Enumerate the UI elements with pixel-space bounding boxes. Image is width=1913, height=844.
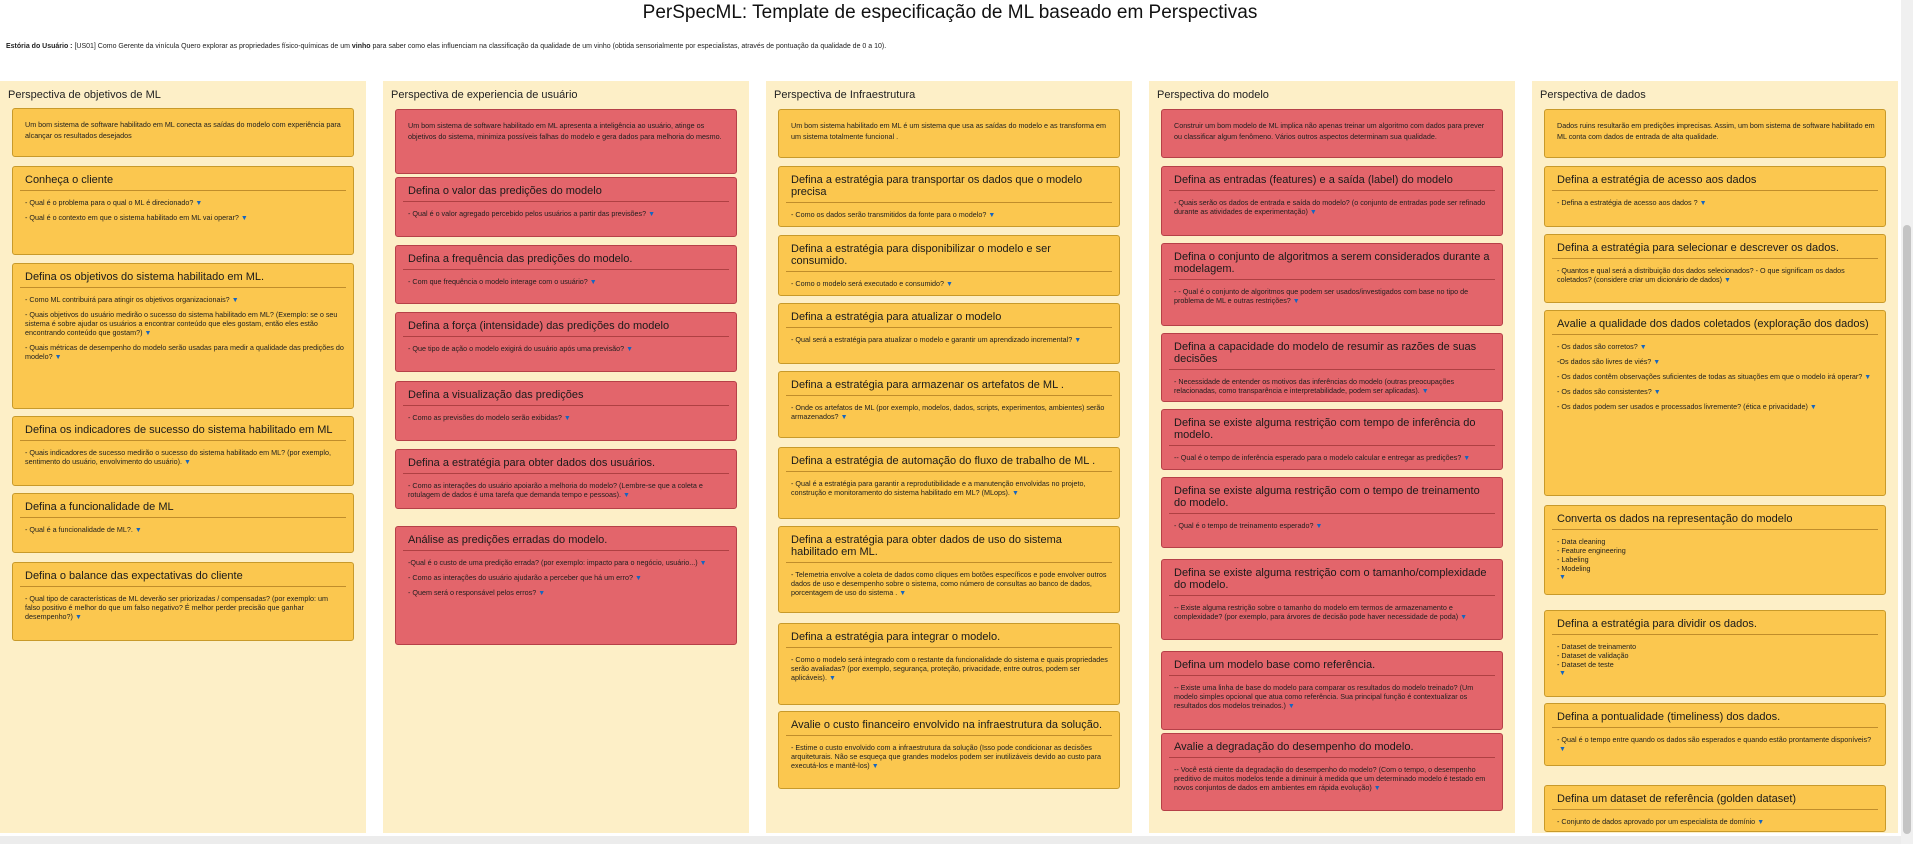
question-text: - Qual é o tempo entre quando os dados são esperados e quando estão prontamente disponíveis? [1557,735,1872,744]
card-title: Defina se existe alguma restrição com o tamanho/complexidade do modelo. [1169,560,1495,596]
question-card[interactable] [395,526,737,645]
list-item: - Modeling [1557,564,1591,573]
expand-triangle-icon[interactable]: ▼ [699,560,707,567]
perspective-intro-card [395,109,737,174]
question-item [408,209,728,219]
card-title: Defina a força (intensidade) das predições do modelo [403,313,729,337]
card-title: Defina a capacidade do modelo de resumir as razões de suas decisões [1169,334,1495,370]
question-text: - Quais objetivos do usuário medirão o sucesso do sistema habilitado em ML? (Exemplo: se o seu sistema é sobre ajudar os usuários a encontrar conteúdo que eles gostam, então eles estão encontrando conteúdo que gostam?) [25,310,338,337]
card-items [1545,191,1885,208]
card-title: Defina a estratégia para selecionar e descrever os dados. [1552,235,1878,259]
list-item: - Dataset de teste [1557,660,1614,669]
question-text: - Defina a estratégia de acesso aos dados ? [1557,198,1698,207]
card-items [13,441,353,467]
question-item [1557,198,1877,208]
bullet-list [1557,642,1877,678]
question-text: - - Qual é o conjunto de algoritmos que podem ser usados/investigados com base no tipo de problema de ML e outras restrições? [1174,287,1469,305]
card-items [13,587,353,622]
question-card[interactable] [395,177,737,237]
question-text: - Os dados são consistentes? [1557,387,1652,396]
card-items [13,518,353,535]
card-items [1162,446,1502,463]
expand-triangle-icon[interactable]: ▼ [74,614,82,621]
question-card[interactable] [1544,505,1886,595]
card-title: Defina se existe alguma restrição com tempo de inferência do modelo. [1169,410,1495,446]
question-text: - Como os dados serão transmitidos da fonte para o modelo? [791,210,987,219]
card-title: Defina as entradas (features) e a saída (label) do modelo [1169,167,1495,191]
question-text: - Como as interações do usuário apoiarão a melhoria do modelo? (Lembre-se que a coleta e rotulagem de dados é uma tarefa que demanda tempo e pessoas). [408,481,703,499]
expand-triangle-icon[interactable]: ▼ [231,297,239,304]
expand-triangle-icon[interactable]: ▼ [134,527,142,534]
card-items [1162,191,1502,217]
question-card[interactable] [12,493,354,553]
card-items [1162,280,1502,306]
expand-triangle-icon[interactable]: ▼ [1653,359,1661,366]
card-title: Defina a estratégia para dividir os dados. [1552,611,1878,635]
vertical-scrollbar[interactable] [1901,0,1913,844]
perspective-intro-card [1544,109,1886,158]
card-title: Defina a estratégia para obter dados dos usuários. [403,450,729,474]
expand-triangle-icon[interactable]: ▼ [1460,614,1468,621]
question-text: - Onde os artefatos de ML (por exemplo, modelos, dados, scripts, experimentos, ambientes) serão armazenados? [791,403,1105,421]
question-item [25,198,345,208]
question-text: - Estime o custo envolvido com a infraestrutura da solução (Isso pode condicionar as decisões arquiteturais. Não se esqueça que grandes modelos podem ser inutilizáveis devido ao custo para executá-los e mantê-los) [791,743,1102,770]
question-card[interactable] [1161,477,1503,548]
question-item [1557,387,1877,397]
question-card[interactable] [1161,733,1503,811]
card-title: Defina os objetivos do sistema habilitado em ML. [20,264,346,288]
user-story-bold: vinho [351,43,371,50]
scrollbar-thumb[interactable] [1903,225,1911,834]
card-items [396,406,736,423]
question-card[interactable] [395,381,737,441]
question-item [408,344,728,354]
question-item [1174,683,1494,711]
question-text: - Como o modelo será integrado com o restante da funcionalidade do sistema e quais propriedades serão avaliadas? (por exemplo, segurança, proteção, privacidade, entre outros, podem ser aplicáveis). [791,655,1108,682]
expand-triangle-icon[interactable]: ▼ [1653,389,1661,396]
card-items [396,474,736,500]
card-items [1545,728,1885,754]
expand-triangle-icon[interactable]: ▼ [988,212,996,219]
card-title: Defina a estratégia para armazenar os artefatos de ML . [786,372,1112,396]
question-text: -Qual é o custo de uma predição errada? (por exemplo: impacto para o negócio, usuário...) [408,558,698,567]
question-text: - Como as interações do usuário ajudarão a perceber que há um erro? [408,573,633,582]
card-items [1162,758,1502,793]
question-text: - Qual é a estratégia para garantir a reprodutibilidade e a manutenção envolvidas no projeto, construção e monitoramento do sistema habilitado em ML? (MLops). [791,479,1086,497]
user-story-label: Estória do Usuário : [6,43,73,50]
question-card[interactable] [12,166,354,255]
card-items [396,337,736,354]
card-title: Defina um modelo base como referência. [1169,652,1495,676]
expand-triangle-icon[interactable]: ▼ [1639,344,1647,351]
question-card[interactable] [12,263,354,409]
question-text: -Os dados são livres de viés? [1557,357,1652,366]
expand-triangle-icon[interactable]: ▼ [899,590,907,597]
expand-triangle-icon[interactable]: ▼ [622,492,630,499]
perspective-intro-card [1161,109,1503,158]
question-item [1557,342,1877,352]
question-card[interactable] [1544,166,1886,227]
question-item [1557,372,1877,382]
card-title: Defina a estratégia para transportar os dados que o modelo precisa [786,167,1112,203]
card-title: Defina a estratégia de acesso aos dados [1552,167,1878,191]
expand-triangle-icon[interactable]: ▼ [1309,209,1317,216]
expand-triangle-icon[interactable]: ▼ [184,459,191,466]
expand-triangle-icon[interactable]: ▼ [1011,490,1019,497]
expand-triangle-icon[interactable]: ▼ [840,414,848,421]
intro-text: Um bom sistema de software habilitado em ML conecta as saídas do modelo com experiência para alcançar os resultados desejados [25,120,341,140]
perspective-column [383,81,749,833]
question-item [1174,198,1494,217]
question-text: - Quais indicadores de sucesso medirão o sucesso do sistema habilitado em ML? (por exemplo, sentimento do usuário, envolvimento do usuário). [25,448,332,466]
expand-triangle-icon[interactable]: ▼ [1559,574,1566,581]
question-item [1557,266,1877,285]
expand-triangle-icon[interactable]: ▼ [946,281,953,288]
question-card[interactable] [1161,559,1503,640]
card-items [779,563,1119,598]
card-title: Defina se existe alguma restrição com o tempo de treinamento do modelo. [1169,478,1495,514]
question-text: - Como as previsões do modelo serão exibidas? [408,413,562,422]
question-text: - Quem será o responsável pelos erros? [408,588,537,597]
question-text: - Como o modelo será executado e consumido? [791,279,945,288]
expand-triangle-icon[interactable]: ▼ [589,279,597,286]
expand-triangle-icon[interactable]: ▼ [538,590,546,597]
card-title: Defina a funcionalidade de ML [20,494,346,518]
user-story-text-1: [US01] Como Gerente da vinícula Quero explorar as propriedades físico-químicas de um [72,43,352,50]
question-item [791,403,1111,422]
card-items [396,551,736,598]
card-title: Defina o valor das predições do modelo [403,178,729,202]
question-item [25,594,345,622]
question-card[interactable] [778,371,1120,438]
bullet-list [1557,537,1877,582]
expand-triangle-icon[interactable]: ▼ [1864,374,1872,381]
expand-triangle-icon[interactable]: ▼ [1315,523,1323,530]
question-card[interactable] [12,562,354,641]
question-item [1174,521,1494,531]
card-items [1162,370,1502,396]
question-text: - Qual é o valor agregado percebido pelos usuários a partir das previsões? [408,209,647,218]
question-item [1174,453,1494,463]
column-title: Perspectiva de dados [1540,89,1646,101]
expand-triangle-icon[interactable]: ▼ [648,211,656,218]
expand-triangle-icon[interactable]: ▼ [1559,746,1566,753]
card-title: Defina a frequência das predições do modelo. [403,246,729,270]
expand-triangle-icon[interactable]: ▼ [1463,455,1471,462]
card-items [1545,530,1885,582]
list-item: - Dataset de treinamento [1557,642,1637,651]
card-items [1545,259,1885,285]
expand-triangle-icon[interactable]: ▼ [871,763,879,770]
card-title: Defina a visualização das predições [403,382,729,406]
question-card[interactable] [778,623,1120,705]
card-items [779,203,1119,220]
expand-triangle-icon[interactable]: ▼ [1559,670,1566,677]
question-card[interactable] [778,166,1120,227]
question-card[interactable] [1161,409,1503,470]
expand-triangle-icon[interactable]: ▼ [1809,404,1817,411]
question-text: - Os dados podem ser usados e processados livremente? (ética e privacidade) [1557,402,1808,411]
card-title: Defina a estratégia para atualizar o modelo [786,304,1112,328]
intro-text: Dados ruins resultarão em predições imprecisas. Assim, um bom sistema de software habilitado em ML conta com dados de entrada de alta qualidade. [1557,121,1875,141]
expand-triangle-icon[interactable]: ▼ [626,346,634,353]
card-items [779,396,1119,422]
question-text: - Qual é a funcionalidade de ML?. [25,525,133,534]
question-item [408,588,728,598]
perspective-intro-card [12,108,354,157]
question-card[interactable] [1161,651,1503,730]
question-item [25,213,345,223]
question-card[interactable] [395,245,737,304]
question-text: -- Existe uma linha de base do modelo para comparar os resultados do modelo treinado? (Um modelo simples opcional que atua como referência. Sua principal função é contextualizar os resultados dos modelos treinados.) [1174,683,1474,710]
perspective-column [766,81,1132,833]
question-text: - Com que frequência o modelo interage com o usuário? [408,277,588,286]
column-title: Perspectiva de Infraestrutura [774,89,916,101]
expand-triangle-icon[interactable]: ▼ [1757,819,1765,826]
question-item [791,570,1111,598]
question-item [791,335,1111,345]
user-story-text-2: para saber como elas influenciam na classificação da qualidade de um vinho (obtida sensorialmente por especialistas, através de pontuação da qualidade de 0 a 10). [370,43,887,50]
card-title: Defina o conjunto de algoritmos a serem considerados durante a modelagem. [1169,244,1495,280]
card-items [13,288,353,362]
card-items [396,202,736,219]
question-item [1174,377,1494,396]
question-item [1174,603,1494,622]
list-item: - Feature engineering [1557,546,1626,555]
question-item [1174,765,1494,793]
question-text: - Os dados contêm observações suficientes de todas as situações em que o modelo irá operar? [1557,372,1863,381]
card-title: Avalie o custo financeiro envolvido na infraestrutura da solução. [786,712,1112,736]
question-card[interactable] [1161,166,1503,236]
card-title: Análise as predições erradas do modelo. [403,527,729,551]
question-text: - Necessidade de entender os motivos das inferências do modelo (outras preocupações relacionadas, como transparência e interpretabilidade, podem ser aplicadas). [1174,377,1455,395]
question-card[interactable] [395,449,737,509]
question-item [408,277,728,287]
column-title: Perspectiva do modelo [1157,89,1269,101]
question-card[interactable] [1544,234,1886,303]
question-card[interactable] [1544,310,1886,496]
page-title: PerSpecML: Template de especificação de ML baseado em Perspectivas [642,2,1258,23]
card-title: Defina os indicadores de sucesso do sistema habilitado em ML [20,417,346,441]
expand-triangle-icon[interactable]: ▼ [634,575,642,582]
expand-triangle-icon[interactable]: ▼ [240,215,248,222]
question-card[interactable] [12,416,354,486]
list-item: - Data cleaning [1557,537,1606,546]
expand-triangle-icon[interactable]: ▼ [828,675,836,682]
card-title: Defina a estratégia para disponibilizar o modelo e ser consumido. [786,236,1112,272]
question-text: - Como ML contribuirá para atingir os objetivos organizacionais? [25,295,230,304]
question-text: - Os dados são corretos? [1557,342,1638,351]
list-item: - Dataset de validação [1557,651,1629,660]
question-card[interactable] [1544,785,1886,832]
expand-triangle-icon[interactable]: ▼ [1421,388,1429,395]
question-text: - Quais métricas de desempenho do modelo serão usadas para medir a qualidade das predições do modelo? [25,343,344,361]
question-card[interactable] [395,312,737,372]
question-text: - Qual é o problema para o qual o ML é direcionado? [25,198,194,207]
question-card[interactable] [1161,243,1503,326]
card-title: Defina a estratégia para obter dados de uso do sistema habilitado em ML. [786,527,1112,563]
card-items [1162,676,1502,711]
question-item [1557,735,1877,754]
question-text: - Qual é o tempo de treinamento esperado? [1174,521,1314,530]
card-title: Defina a estratégia de automação do fluxo de trabalho de ML . [786,448,1112,472]
question-card[interactable] [778,711,1120,789]
expand-triangle-icon[interactable]: ▼ [1287,703,1295,710]
card-items [1162,596,1502,622]
question-card[interactable] [778,447,1120,519]
question-item [1557,817,1877,827]
expand-triangle-icon[interactable]: ▼ [563,415,571,422]
card-items [779,648,1119,683]
intro-text: Um bom sistema de software habilitado em ML apresenta a inteligência ao usuário, atinge os objetivos do sistema, minimiza possíveis falhas do modelo e gera dados para melhoria do mesmo. [408,121,722,141]
question-text: - Qual é o contexto em que o sistema habilitado em ML vai operar? [25,213,239,222]
question-text: - Qual será a estratégia para atualizar o modelo e garantir um aprendizado incremental? [791,335,1073,344]
card-items [1545,335,1885,412]
question-item [25,295,345,305]
card-items [1162,514,1502,531]
question-card[interactable] [778,526,1120,613]
column-title: Perspectiva de objetivos de ML [8,89,161,101]
question-item [408,573,728,583]
question-card[interactable] [1544,703,1886,766]
card-items [1545,635,1885,678]
column-title: Perspectiva de experiencia de usuário [391,89,578,101]
card-items [779,472,1119,498]
card-items [1545,810,1885,827]
question-item [25,310,345,338]
expand-triangle-icon[interactable]: ▼ [54,354,62,361]
question-text: - Qual tipo de características de ML deverão ser priorizadas / compensadas? (por exemplo: um falso positivo é melhor do que um falso negativo? É melhor perder precisão que ganhar desempenho?) [25,594,328,621]
question-card[interactable] [1161,333,1503,402]
card-title: Avalie a qualidade dos dados coletados (exploração dos dados) [1552,311,1878,335]
question-card[interactable] [778,235,1120,296]
question-text: -- Você está ciente da degradação do desempenho do modelo? (Com o tempo, o desempenho preditivo de muitos modelos tende a diminuir à medida que um determinado modelo é testado em novos conjuntos de dados em ambientes em rápida evolução) [1174,765,1486,792]
question-item [791,279,1111,289]
card-items [13,191,353,223]
question-card[interactable] [1544,610,1886,697]
expand-triangle-icon[interactable]: ▼ [1074,337,1082,344]
question-item [408,558,728,568]
question-item [791,479,1111,498]
question-item [408,481,728,500]
question-item [791,655,1111,683]
list-item: - Labeling [1557,555,1589,564]
question-item [1557,402,1877,412]
question-item [791,210,1111,220]
perspective-column [1149,81,1515,833]
question-item [791,743,1111,771]
card-title: Conheça o cliente [20,167,346,191]
expand-triangle-icon[interactable]: ▼ [144,330,152,337]
question-card[interactable] [778,303,1120,364]
question-text: - Telemetria envolve a coleta de dados como cliques em botões específicos e pode envolver outros dados de uso e desempenho sobre o sistema, como número de consultas ao banco de dados, porcentagem de uso do sistema . [791,570,1107,597]
card-title: Defina a pontualidade (timeliness) dos dados. [1552,704,1878,728]
card-items [779,272,1119,289]
card-items [396,270,736,287]
perspective-intro-card [778,109,1120,158]
expand-triangle-icon[interactable]: ▼ [1373,785,1381,792]
expand-triangle-icon[interactable]: ▼ [195,200,203,207]
user-story [6,43,1886,50]
perspective-column [0,81,366,833]
horizontal-scrollbar[interactable] [0,836,1901,844]
card-title: Defina a estratégia para integrar o modelo. [786,624,1112,648]
question-item [1174,287,1494,306]
question-text: - Que tipo de ação o modelo exigirá do usuário após uma previsão? [408,344,625,353]
question-item [1557,357,1877,367]
question-text: - Quais serão os dados de entrada e saída do modelo? (o conjunto de entradas pode ser refinado durante as atividades de experimentação) [1174,198,1486,216]
question-item [408,413,728,423]
question-item [25,343,345,362]
card-items [779,328,1119,345]
perspective-column [1532,81,1898,833]
card-title: Defina um dataset de referência (golden dataset) [1552,786,1878,810]
expand-triangle-icon[interactable]: ▼ [1724,277,1731,284]
expand-triangle-icon[interactable]: ▼ [1699,200,1707,207]
question-text: - Quantos e qual será a distribuição dos dados selecionados? - O que significam os dados coletados? (considere criar um dicionário de dados) [1557,266,1845,284]
question-item [25,525,345,535]
question-text: -- Qual é o tempo de inferência esperado para o modelo calcular e entregar as predições? [1174,453,1462,462]
card-title: Avalie a degradação do desempenho do modelo. [1169,734,1495,758]
question-text: -- Existe alguma restrição sobre o tamanho do modelo em termos de armazenamento e complexidade? (por exemplo, para árvores de decisão pode haver necessidade de poda) [1174,603,1459,621]
intro-text: Construir um bom modelo de ML implica não apenas treinar um algoritmo com dados para prever ou classificar algum fenômeno. Vários outros aspectos determinam sua qualidade. [1174,121,1485,141]
expand-triangle-icon[interactable]: ▼ [1292,298,1300,305]
question-item [25,448,345,467]
intro-text: Um bom sistema habilitado em ML é um sistema que usa as saídas do modelo e as transforma em um sistema totalmente funcional . [791,121,1106,141]
card-items [779,736,1119,771]
card-title: Converta os dados na representação do modelo [1552,506,1878,530]
question-text: - Conjunto de dados aprovado por um especialista de domínio [1557,817,1756,826]
card-title: Defina o balance das expectativas do cliente [20,563,346,587]
